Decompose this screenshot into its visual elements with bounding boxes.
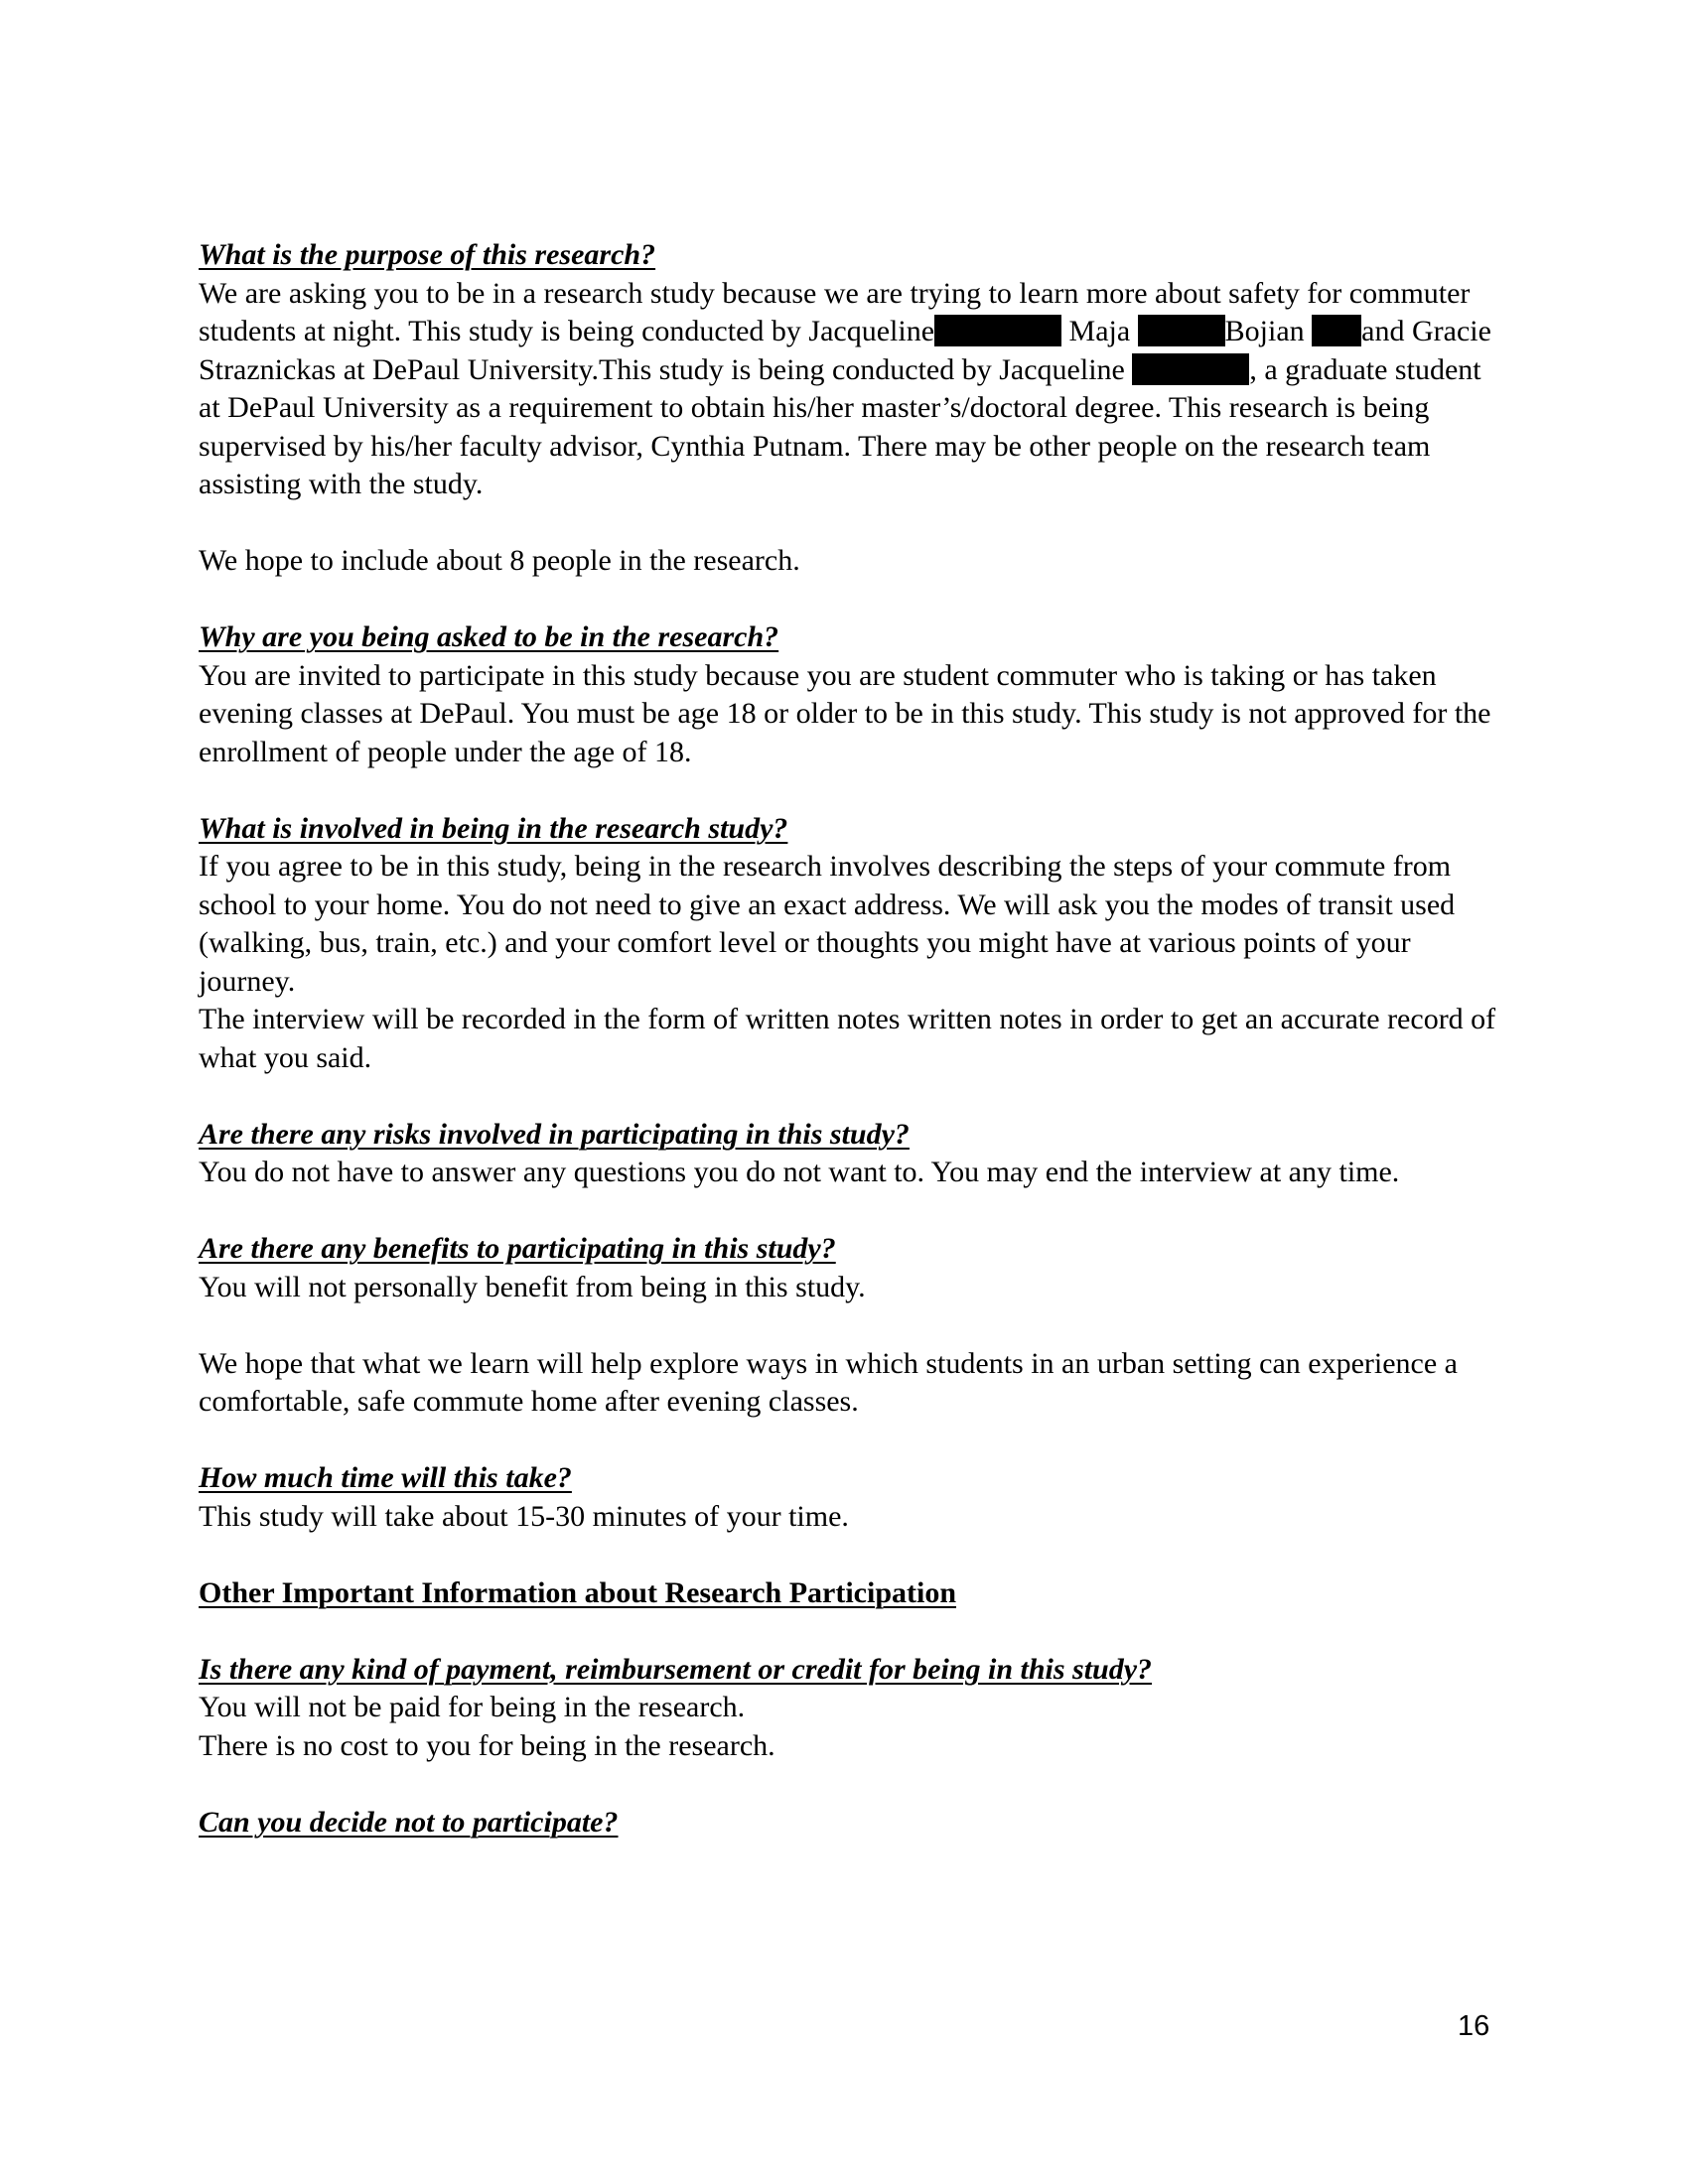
section-why-asked [199,618,1509,771]
section-payment [199,1651,1509,1766]
heading-time: How much time will this take? [199,1461,572,1494]
heading-why-asked: Why are you being asked to be in the research? [199,620,779,653]
heading-involved: What is involved in being in the research study? [199,811,788,845]
risks-text: You do not have to answer any questions you do not want to. You may end the interview at any time. [199,1156,1400,1188]
benefits-text: You will not personally benefit from being in this study. [199,1270,866,1303]
heading-purpose: What is the purpose of this research? [199,238,656,271]
redaction-block [1138,315,1225,346]
purpose-text-a: We are asking you to be in a research study because we are trying to learn more about safety for commuter students at night. This study is being conducted by Jacqueline [199,276,1471,347]
section-risks [199,1116,1509,1192]
purpose-text-e: , a graduate student at DePaul University as a requirement to obtain his/her master’s/doctoral degree. This research is being supervised by his/her faculty advisor, Cynthia Putnam. There may be other people on the research team assisting with the study. [199,352,1481,500]
heading-decide: Can you decide not to participate? [199,1805,619,1839]
section-time [199,1459,1509,1536]
section-benefits [199,1230,1509,1422]
purpose-text-b: Maja [1061,315,1131,347]
purpose-text-d: and Gracie Straznickas at DePaul University.This study is being conducted by Jacqueline [199,315,1491,386]
benefits-hope-text: We hope that what we learn will help explore ways in which students in an urban setting can experience a comfortable, safe commute home after evening classes. [199,1346,1458,1418]
redaction-block [1312,315,1361,346]
heading-benefits: Are there any benefits to participating in this study? [199,1232,836,1265]
purpose-text-c: Bojian [1224,315,1313,347]
section-decide [199,1804,1509,1843]
section-purpose [199,236,1509,581]
involved-text: If you agree to be in this study, being in the research involves describing the steps of your commute from school to your home. You do not need to give an exact address. We will ask you the modes of transit used (walking, bus, train, etc.) and your comfort level or thoughts you might have at various points of your journey. [199,850,1456,998]
redaction-block [934,315,1061,346]
involved-recording-text: The interview will be recorded in the form of written notes written notes in order to get an accurate record of what you said. [199,1003,1496,1074]
page-number: 16 [1458,2010,1490,2042]
heading-payment: Is there any kind of payment, reimbursement or credit for being in this study? [199,1652,1153,1686]
purpose-enrollment-text: We hope to include about 8 people in the research. [199,544,800,577]
payment-cost-text: There is no cost to you for being in the research. [199,1728,775,1762]
purpose-paragraph [199,275,1509,504]
consent-form-page [199,236,1509,1842]
time-text: This study will take about 15-30 minutes of your time. [199,1499,849,1533]
payment-text: You will not be paid for being in the research. [199,1691,746,1723]
section-other-info [199,1574,1509,1613]
section-involved [199,810,1509,1078]
redaction-block [1132,353,1249,385]
heading-other-info: Other Important Information about Research Participation [199,1575,957,1609]
heading-risks: Are there any risks involved in participating in this study? [199,1117,910,1151]
why-asked-text: You are invited to participate in this study because you are student commuter who is taking or has taken evening classes at DePaul. You must be age 18 or older to be in this study. This study is not approved for the enrollment of people under the age of 18. [199,658,1491,768]
